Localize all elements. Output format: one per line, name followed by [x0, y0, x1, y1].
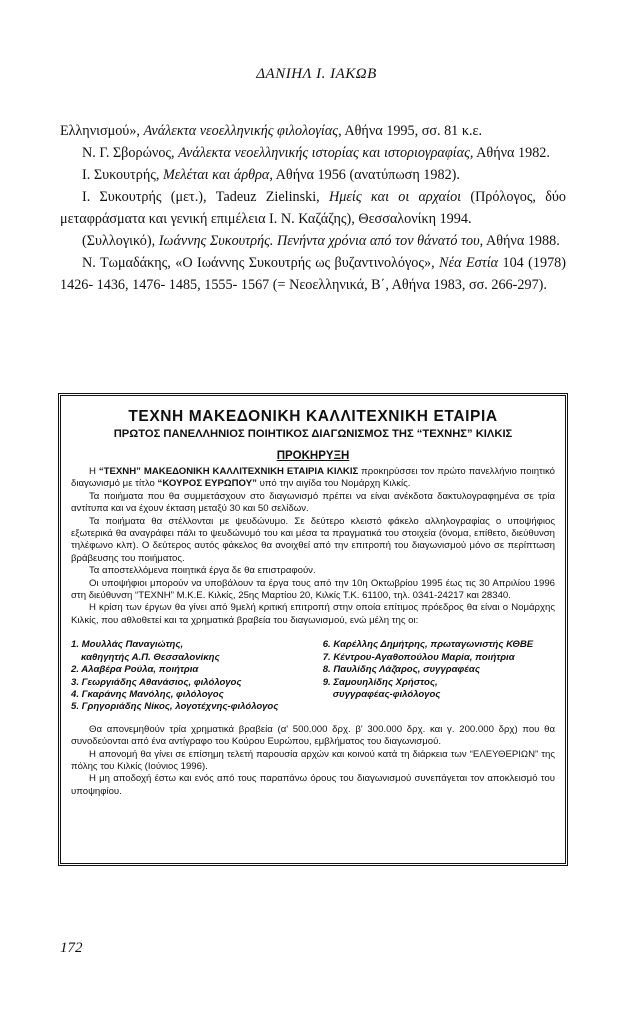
- notice-body-bottom: [71, 724, 555, 798]
- jury-list-left: [71, 639, 303, 713]
- notice-paragraph-text: Οι υποψήφιοι μπορούν να υποβάλουν τα έργα τους από την 10η Οκτωβρίου 1995 έως τις 30 Απριλίου 1996 στη διεύθυνση “ΤΕΧΝΗ” Μ.Κ.Ε. Κιλκίς, 25ης Μαρτίου 20, Κιλκίς Τ.Κ. 61100, τηλ. 0341-24217 και 28340.: [71, 577, 555, 602]
- references-section: [60, 120, 566, 296]
- reference-entry-text: Νέα Εστία: [439, 255, 499, 271]
- jury-list-right: [323, 639, 555, 713]
- jury-member: 5. Γρηγοριάδης Νίκος, λογοτέχνης-φιλόλογος: [71, 701, 279, 713]
- notice-paragraph-text: προκηρύσσει τον πρώτο πανελλήνιο ποιητικό διαγωνισμό με τίτλο: [71, 466, 555, 490]
- reference-entry: [60, 186, 566, 230]
- notice-paragraph: [71, 773, 555, 798]
- reference-entry-text: Ν. Γ. Σβορώνος,: [82, 145, 179, 161]
- notice-title: ΤΕΧΝΗ ΜΑΚΕΔΟΝΙΚΗ ΚΑΛΛΙΤΕΧΝΙΚΗ ΕΤΑΙΡΙΑ: [128, 408, 498, 425]
- reference-entry-text: Ελληνισμού»,: [60, 123, 144, 139]
- reference-entry-text: Ι. Συκουτρής,: [82, 167, 163, 183]
- notice-paragraph-text: Η μη αποδοχή έστω και ενός από τους παραπάνω όρους του διαγωνισμού συνεπάγεται τον αποκλεισμό του υποψηφίου.: [71, 773, 555, 797]
- jury-member: 3. Γεωργιάδης Αθανάσιος, φιλόλογος: [71, 676, 242, 688]
- jury-member: 8. Παυλίδης Λάζαρος, συγγραφέας: [322, 664, 480, 676]
- notice-paragraph: [71, 724, 555, 749]
- reference-entry: [60, 252, 566, 296]
- jury-member: 2. Αλαβέρα Ρούλα, ποιήτρια: [71, 664, 199, 676]
- notice-paragraph: [71, 516, 555, 566]
- notice-paragraph-text: Θα απονεμηθούν τρία χρηματικά βραβεία (α' 500.000 δρχ. β' 300.000 δρχ. και γ. 200.000 δρχ) που θα συνοδεύονται από ένα αντίγραφο του Κούρου Ευρώπου, εμβλήματος του διαγωνισμού.: [71, 723, 555, 748]
- reference-entry: [60, 120, 566, 142]
- reference-entry-text: Ν. Τωμαδάκης, «Ο Ιωάννης Συκουτρής ως βυζαντινολόγος»,: [82, 255, 440, 271]
- jury-member: 1. Μουλλάς Παναγιώτης,: [71, 639, 184, 651]
- jury-list: [71, 639, 555, 713]
- notice-paragraph-text: “ΤΕΧΝΗ” ΜΑΚΕΔΟΝΙΚΗ ΚΑΛΛΙΤΕΧΝΙΚΗ ΕΤΑΙΡΙΑ ΚΙΛΚΙΣ: [98, 466, 359, 477]
- notice-paragraph-text: Η κρίση των έργων θα γίνει από 9μελή κριτική επιτροπή στην οποία επίτιμος πρόεδρος θα είναι ο Νομάρχης Κιλκίς, που αθλοθετεί και τα χρηματικά βραβεία του διαγωνισμού, ενώ μέλη της οι:: [71, 602, 555, 626]
- running-header: ΔΑΝΙΗΛ Ι. ΙΑΚΩΒ: [256, 66, 377, 82]
- notice-paragraph-text: Η απονομή θα γίνει σε επίσημη τελετή παρουσία αρχών και κοινού κατά τη διάρκεια των “ΕΛΕΥΘΕΡΙΩΝ” της πόλης του Κιλκίς (Ιούνιος 1996).: [71, 748, 555, 772]
- notice-paragraph-text: υπό την αιγίδα του Νομάρχη Κιλκίς.: [256, 478, 411, 490]
- jury-member: συγγραφέας-φιλόλογος: [332, 688, 441, 700]
- reference-entry-text: , Αθήνα 1988.: [479, 233, 560, 249]
- reference-entry-text: Ανάλεκτα νεοελληνικής φιλολογίας: [143, 123, 339, 139]
- notice-body-top: [71, 466, 555, 627]
- notice-paragraph: [71, 578, 555, 603]
- page-number: 172: [60, 940, 83, 956]
- notice-paragraph: [71, 565, 555, 577]
- reference-entry-text: 104 (1978) 1426- 1436, 1476- 1485, 1555- 1567 (= Νεοελληνικά, Β΄, Αθήνα 1983, σσ. 266-297).: [60, 255, 567, 293]
- notice-paragraph: [71, 749, 555, 774]
- reference-entry-text: Ιωάννης Συκουτρής. Πενήντα χρόνια από τον θάνατό του: [158, 233, 480, 249]
- notice-paragraph: [71, 466, 555, 491]
- reference-entry: [60, 164, 566, 186]
- jury-member: 7. Κέντρου-Αγαθοπούλου Μαρία, ποιήτρια: [322, 651, 515, 663]
- competition-notice: [58, 393, 568, 866]
- jury-member: 6. Καρέλλης Δημήτρης, πρωταγωνιστής ΚΘΒΕ: [322, 639, 534, 651]
- reference-entry-text: Ανάλεκτα νεοελληνικής ιστορίας και ιστοριογραφίας: [178, 145, 470, 161]
- jury-member: καθηγητής Α.Π. Θεσσαλονίκης: [81, 651, 220, 663]
- reference-entry-text: Μελέται και άρθρα: [162, 167, 270, 183]
- jury-member: 9. Σαμουηλίδης Χρήστος,: [322, 676, 438, 688]
- reference-entry: [60, 230, 566, 252]
- reference-entry-text: , Αθήνα 1995, σσ. 81 κ.ε.: [338, 123, 483, 139]
- notice-paragraph-text: “ΚΟΥΡΟΣ ΕΥΡΩΠΟΥ”: [157, 478, 257, 490]
- notice-paragraph: [71, 491, 555, 516]
- reference-entry-text: Ημείς και οι αρχαίοι: [328, 189, 462, 205]
- notice-paragraph-text: Τα αποστελλόμενα ποιητικά έργα δε θα επιστραφούν.: [89, 565, 316, 577]
- reference-entry-text: , Αθήνα 1956 (ανατύπωση 1982).: [269, 167, 460, 183]
- reference-entry-text: (Πρόλογος, δύο μεταφράσματα και γενική επιμέλεια Ι. Ν. Καζάζης), Θεσσαλονίκη 1994.: [60, 189, 567, 227]
- jury-member: 4. Γκαράνης Μανόλης, φιλόλογος: [71, 688, 224, 700]
- reference-entry: [60, 142, 566, 164]
- notice-paragraph-text: Τα ποιήματα θα στέλλονται με ψευδώνυμο. Σε δεύτερο κλειστό φάκελο αλληλογραφίας ο υποψήφιος εξωτερικά θα αναγράφει πάλι το ψευδώνυμό του και μέσα τα πραγματικά του στοιχεία (όνομα, επίθετο, διεύθυνση τηλέφωνο κλπ). Ο δεύτερος αυτός φάκελος θα ανοιχθεί από την επιτροπή του διαγωνισμού μόνο σε περίπτωση βράβευσης του ποιήματος.: [71, 515, 555, 564]
- notice-paragraph-text: Τα ποιήματα που θα συμμετάσχουν στο διαγωνισμό πρέπει να είναι ανέκδοτα δακτυλογραφημένα σε τρία αντίτυπα και να έχουν έκταση μεταξύ 30 και 50 σελίδων.: [71, 490, 555, 515]
- reference-entry-text: , Αθήνα 1982.: [469, 145, 550, 161]
- reference-entry-text: Ι. Συκουτρής (μετ.), Tadeuz Zielinski,: [82, 189, 329, 205]
- notice-paragraph-text: Η: [89, 466, 99, 477]
- reference-entry-text: (Συλλογικό),: [82, 233, 159, 249]
- notice-paragraph: [71, 602, 555, 627]
- notice-subtitle: ΠΡΩΤΟΣ ΠΑΝΕΛΛΗΝΙΟΣ ΠΟΙΗΤΙΚΟΣ ΔΙΑΓΩΝΙΣΜΟΣ ΤΗΣ “ΤΕΧΝΗΣ” ΚΙΛΚΙΣ: [113, 428, 513, 440]
- notice-heading: ΠΡΟΚΗΡΥΞΗ: [276, 450, 350, 462]
